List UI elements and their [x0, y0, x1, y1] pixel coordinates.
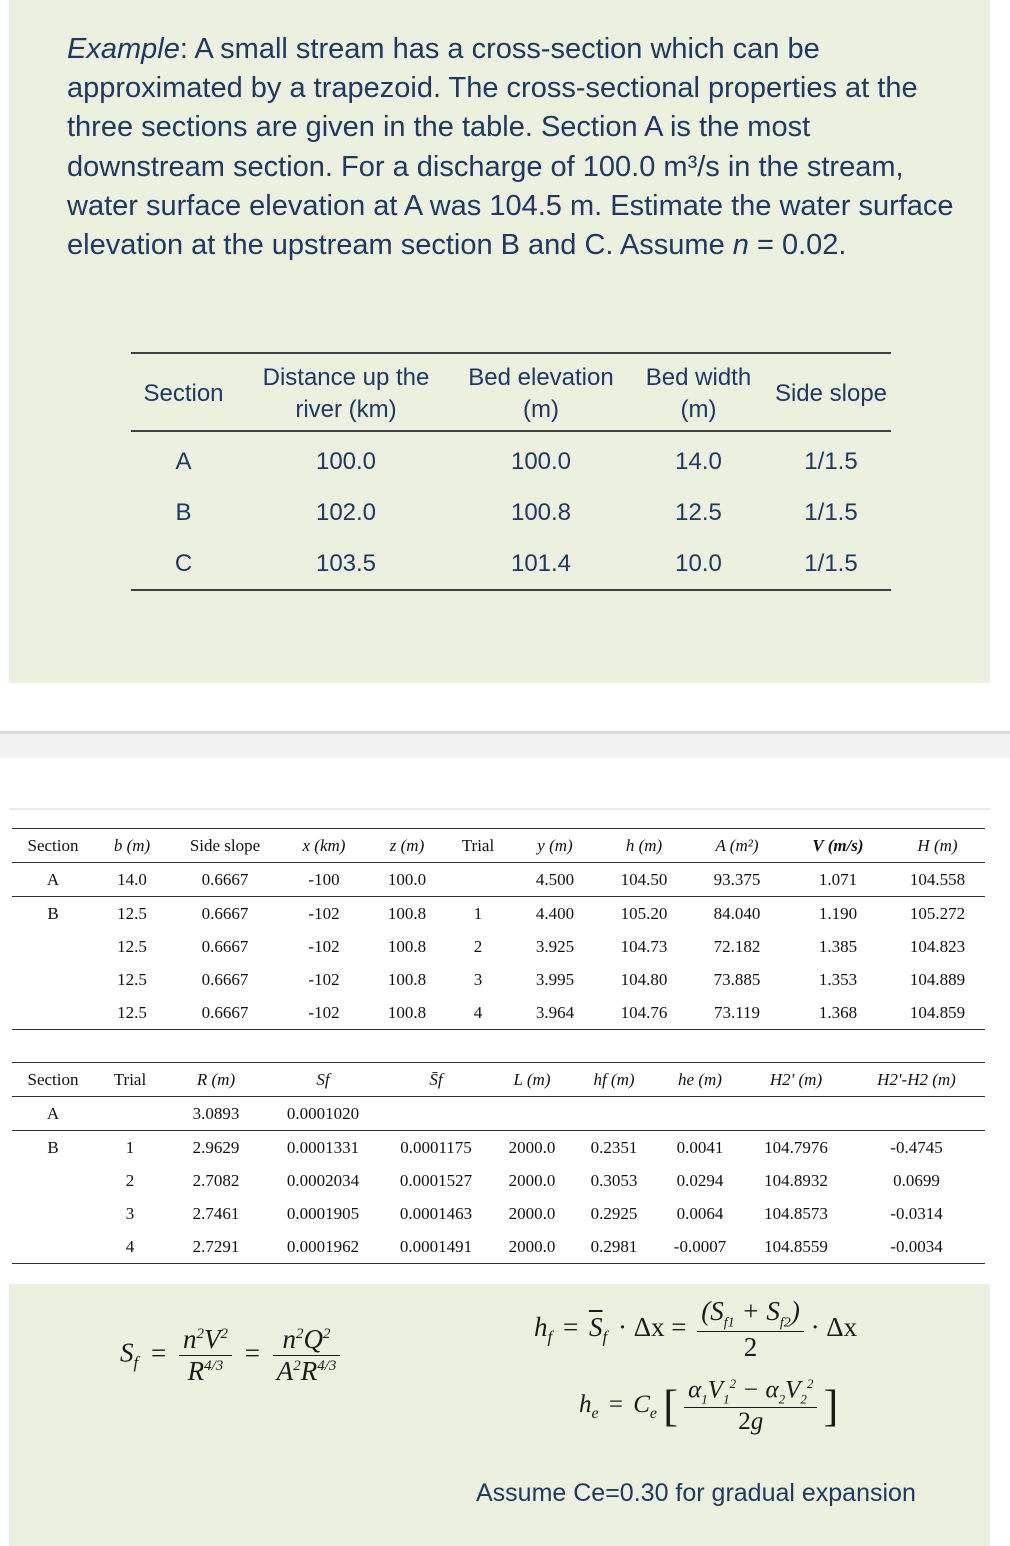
header-distance: Distance up the river (km)	[236, 353, 456, 431]
expansion-loss-formula: $h_e = C_e$ [ $\frac{\alpha_1V_1^2 - \alpha_2V_2^2}{2g}$ ]	[579, 1376, 839, 1436]
table-row: 3 2.7461 0.0001905 0.0001463 2000.0 0.2925 0.0064 104.8573 -0.0314	[125, 1203, 943, 1223]
table-row: B 102.0 100.8 12.5 1/1.5	[175, 498, 858, 526]
table-row: 4 2.7291 0.0001962 0.0001491 2000.0 0.2981 -0.0007 104.8559 -0.0034	[12, 1230, 985, 1264]
problem-text: A small stream has a cross-section which can be approximated by a trapezoid. The cross-sectional properties at the three sections are given in the table. Section A is the most downstream section. For a discharge of 100.0 m³/s in the stream, water surface elevation at A was 104.5 m. Estimate the water surface elevation at the upstream section B and C. Assume	[67, 33, 954, 262]
problem-statement: Example: A small stream has a cross-section which can be approximated by a trapezoid. The cross-sectional properties at the three sections are given in the table. Section A is the most downstream section. For a discharge of 100.0 m³/s in the stream, water surface elevation at A was 104.5 m. Estimate the water surface elevation at the upstream section B and C. Assume n = 0.02.	[67, 33, 954, 262]
friction-slope-formula: $S_f$ = $\frac{n^2V^2}{R^{4/3}}$ = $\frac{n^2Q^2}{A^2R^{4/3}}$	[120, 1324, 340, 1387]
header-bed-width: Bed width (m)	[626, 353, 771, 431]
problem-slide	[9, 0, 990, 683]
formula-slide	[9, 1284, 990, 1546]
table-row: 2 2.7082 0.0002034 0.0001527 2000.0 0.3053 0.0294 104.8932 0.0699	[125, 1170, 940, 1190]
divider-thin	[9, 808, 990, 810]
expansion-coefficient-note: Assume Ce=0.30 for gradual expansion	[476, 1479, 916, 1507]
results-table-1	[12, 828, 985, 1030]
table-header-row: Section b (m) Side slope x (km) z (m) Trial y (m) h (m) A (m²) V (m/s) H (m)	[12, 829, 985, 863]
table-row: 12.5 0.6667 -102 100.8 3 3.995 104.80 73.885 1.353 104.889	[117, 969, 966, 989]
divider-band	[0, 734, 1010, 758]
table-row: C 103.5 101.4 10.0 1/1.5	[131, 538, 891, 590]
table-row: A 14.0 0.6667 -100 100.0 4.500 104.50 93.375 1.071 104.558	[46, 869, 966, 889]
header-section: Section	[131, 353, 236, 431]
table-row: A 100.0 100.0 14.0 1/1.5	[175, 447, 858, 475]
example-label: Example	[67, 33, 180, 65]
results-table-2	[12, 1062, 985, 1264]
table-row: B 12.5 0.6667 -102 100.8 1 4.400 105.20 84.040 1.190 105.272	[12, 897, 985, 931]
table-row: B 1 2.9629 0.0001331 0.0001175 2000.0 0.2351 0.0041 104.7976 -0.4745	[12, 1131, 985, 1165]
table-row: 12.5 0.6667 -102 100.8 4 3.964 104.76 73.119 1.368 104.859	[12, 996, 985, 1030]
header-bed-elevation: Bed elevation (m)	[456, 353, 626, 431]
table-row: A 3.0893 0.0001020	[46, 1103, 360, 1123]
header-side-slope: Side slope	[771, 353, 891, 431]
table-header-row: Section Trial R (m) Sf S̄f L (m) hf (m) he (m) H2' (m) H2'-H2 (m)	[12, 1063, 985, 1097]
table-header-row	[131, 353, 891, 431]
friction-loss-formula: $h_f = \overline{S}_f \cdot \Delta x$ = $\frac{(S_{f1} + S_{f2})}{2}$ · Δx	[534, 1296, 858, 1363]
table-row: 12.5 0.6667 -102 100.8 2 3.925 104.73 72.182 1.385 104.823	[117, 936, 966, 956]
section-properties-table	[131, 352, 891, 591]
